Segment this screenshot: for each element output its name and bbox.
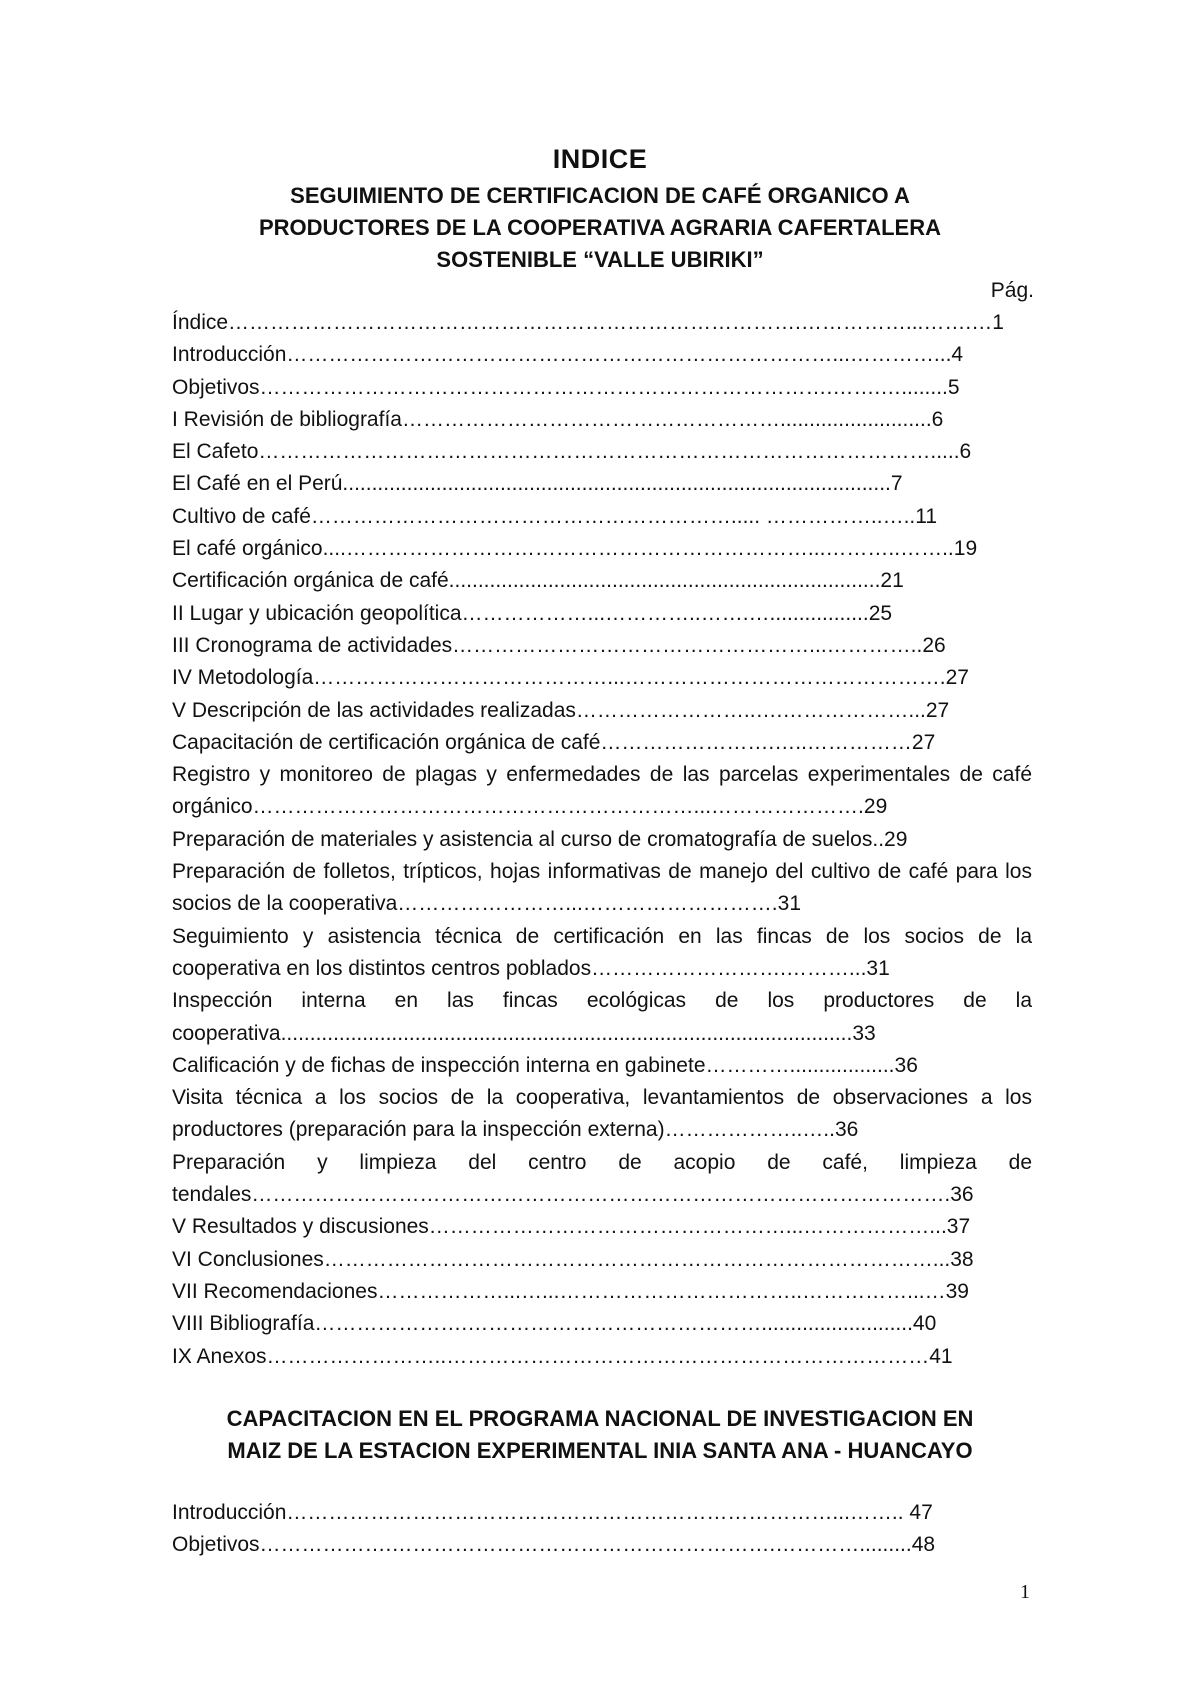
toc-entry: VI Conclusiones……………………………………………………………………………...38 — [172, 1247, 974, 1271]
toc-entry: II Lugar y ubicación geopolítica………………...…………..…….….................25 — [172, 601, 893, 625]
toc-list-2 — [172, 1497, 1032, 1562]
toc-entry: Preparación de materiales y asistencia al curso de cromatografía de suelos..29 — [172, 827, 908, 851]
index-title: INDICE — [552, 144, 648, 174]
toc-entry: Certificación orgánica de café..........................................................................21 — [172, 569, 904, 593]
toc-entry: Inspección interna en las fincas ecológicas de los productores de la cooperativa..................................................................................................33 — [172, 989, 1032, 1045]
toc-entry: Cultivo de café……………………………………………………..... ……………..…..11 — [172, 504, 938, 528]
toc-entry: Visita técnica a los socios de la cooperativa, levantamientos de observaciones a los productores (preparación para la inspección externa)………………..…..36 — [172, 1086, 1032, 1142]
toc-entry: IV Metodología……………………………………...……………………………………….27 — [172, 666, 969, 690]
toc-entry: Objetivos……………….……………………………………………….………….........48 — [172, 1533, 936, 1557]
toc-entry: VII Recomendaciones………………...…...……………………………..……………...…39 — [172, 1279, 969, 1303]
page-number: 1 — [1020, 1581, 1030, 1603]
toc-entry: IX Anexos……………………..……………………………………………………………41 — [172, 1344, 953, 1368]
toc-entry: Capacitación de certificación orgánica de café…………………….…..……………27 — [172, 730, 936, 754]
toc-entry: Registro y monitoreo de plagas y enfermedades de las parcelas experimentales de café orgánico………………………………………………………...………………….29 — [172, 763, 1032, 819]
toc-entry: El Cafeto…………………………………………………………………………………….....6 — [172, 440, 972, 464]
toc-entry: V Descripción de las actividades realizadas……………………..….………………...27 — [172, 698, 950, 722]
toc-entry: El café orgánico....…………………………………………………………...………..……..19 — [172, 537, 978, 561]
toc-entry: I Revisión de bibliografía………………………………………………..........................6 — [172, 407, 944, 431]
subtitle-line-2: PRODUCTORES DE LA COOPERATIVA AGRARIA CAFERTALERA — [258, 215, 941, 240]
toc-entry: Introducción……………………………………………………………………...…………...4 — [172, 343, 964, 367]
section2-heading-line-1: CAPACITACION EN EL PROGRAMA NACIONAL DE INVESTIGACION EN — [226, 1406, 974, 1431]
toc-entry: El Café en el Perú..............................................................................................7 — [172, 472, 903, 496]
toc-entry: V Resultados y discusiones……………………………………………...………………...37 — [172, 1215, 971, 1239]
toc-entry: Introducción……………………………………………………………………...…….. 47 — [172, 1501, 933, 1524]
toc-entry: Seguimiento y asistencia técnica de certificación en las fincas de los socios de la cooperativa en los distintos centros poblados……………………….………...31 — [172, 924, 1032, 980]
toc-entry: VIII Bibliografía………………….……………………………………..........................40 — [172, 1312, 937, 1336]
page-column-label: Pág. — [990, 279, 1034, 302]
section2-heading-line-2: MAIZ DE LA ESTACION EXPERIMENTAL INIA SANTA ANA - HUANCAYO — [227, 1438, 973, 1463]
subtitle-line-3: SOSTENIBLE “VALLE UBIRIKI” — [436, 247, 764, 272]
toc-entry: Preparación de folletos, trípticos, hojas informativas de manejo del cultivo de café para los socios de la cooperativa……………………...……………………….31 — [172, 860, 1032, 916]
toc-entry: Preparación y limpieza del centro de acopio de café, limpieza de tendales……………………………………………………………………………………….36 — [172, 1150, 1032, 1207]
toc-list-1 — [172, 307, 1032, 1373]
toc-entry: Calificación y de fichas de inspección interna en gabinete…………..................36 — [172, 1053, 918, 1077]
subtitle-line-1: SEGUIMIENTO DE CERTIFICACION DE CAFÉ ORGANICO A — [290, 183, 910, 208]
toc-entry: III Cronograma de actividades……………………………………………...…………..26 — [172, 633, 946, 657]
toc-entry: Índice……………………………………………………………………….……………...…….…1 — [172, 311, 1004, 334]
toc-entry: Objetivos……………………………………………………………………….…….…........5 — [172, 375, 960, 399]
